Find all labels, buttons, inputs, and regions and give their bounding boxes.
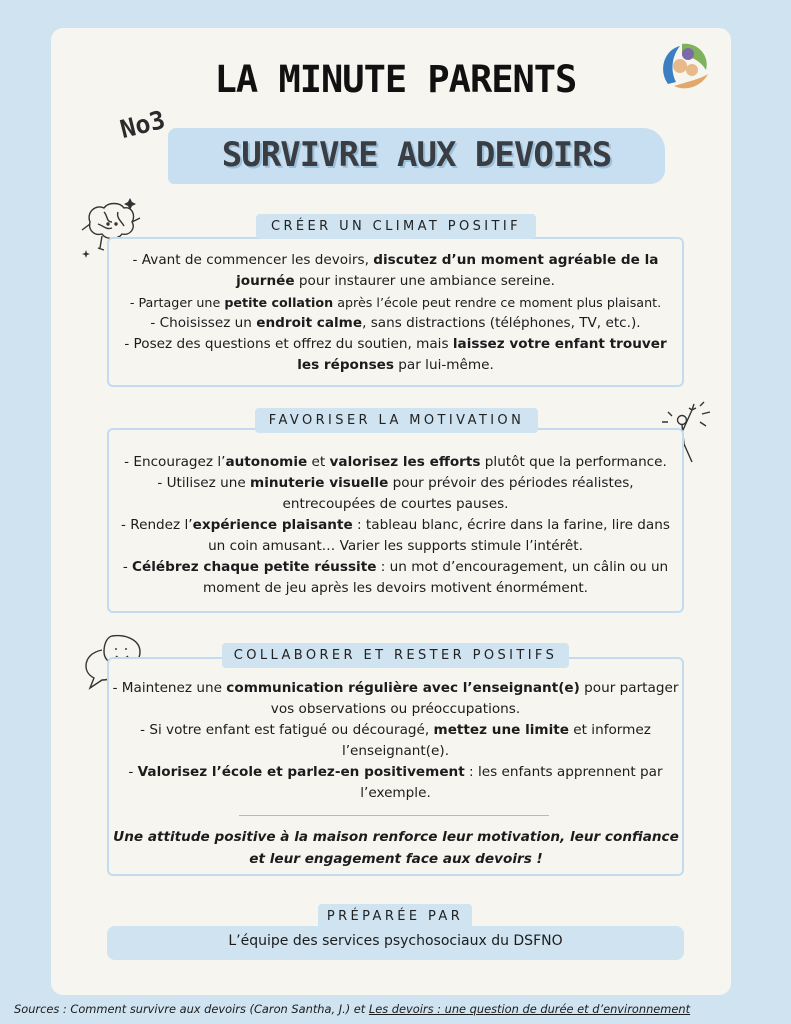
conclusion-text: Une attitude positive à la maison renforce leur motivation, leur confiance et leur engagement face aux devoirs ! <box>113 829 679 867</box>
list-item: - Partager une petite collation après l’école peut rendre ce moment plus plaisant. <box>129 295 662 310</box>
sources-text: Sources : Comment survivre aux devoirs (Caron Santha, J.) et <box>14 1002 369 1016</box>
section-collaborer-label: COLLABORER ET RESTER POSITIFS <box>222 643 569 668</box>
list-item: - Si votre enfant est fatigué ou découragé, mettez une limite et informez l’enseignant(e). <box>140 722 651 759</box>
divider <box>239 815 549 816</box>
list-item: - Maintenez une communication régulière avec l’enseignant(e) pour partager vos observations ou préoccupations. <box>112 680 679 717</box>
list-item: - Rendez l’expérience plaisante : tableau blanc, écrire dans la farine, lire dans un coin amusant… Varier les supports stimule l’intérêt. <box>121 517 670 554</box>
section-climat-content <box>112 250 679 376</box>
prepared-by-text: L’équipe des services psychosociaux du DSFNO <box>228 933 563 949</box>
list-item: - Utilisez une minuterie visuelle pour prévoir des périodes réalistes, entrecoupées de courtes pauses. <box>157 475 634 512</box>
page-title: LA MINUTE PARENTS <box>214 58 577 101</box>
section-motivation-label: FAVORISER LA MOTIVATION <box>255 408 538 433</box>
sources-link[interactable]: Les devoirs : une question de durée et d’environnement <box>368 1002 691 1016</box>
list-item: - Avant de commencer les devoirs, discutez d’un moment agréable de la journée pour instaurer une ambiance sereine. <box>132 252 659 289</box>
sources-line <box>14 1002 784 1016</box>
prepared-by-label: PRÉPARÉE PAR <box>318 904 472 929</box>
page-subtitle: SURVIVRE AUX DEVOIRS <box>221 135 612 175</box>
list-item: - Choisissez un endroit calme, sans distractions (téléphones, TV, etc.). <box>150 315 641 331</box>
list-item: - Valorisez l’école et parlez-en positivement : les enfants apprennent par l’exemple. <box>128 764 663 801</box>
section-collaborer-content <box>112 678 679 804</box>
list-item: - Célébrez chaque petite réussite : un mot d’encouragement, un câlin ou un moment de jeu après les devoirs motivent énormément. <box>122 559 669 596</box>
list-item: - Encouragez l’autonomie et valorisez les efforts plutôt que la performance. <box>124 454 667 470</box>
section-climat-label: CRÉER UN CLIMAT POSITIF <box>256 214 536 239</box>
issue-number: No3 <box>117 104 168 145</box>
section-motivation-content <box>112 452 679 599</box>
list-item: - Posez des questions et offrez du soutien, mais laissez votre enfant trouver les réponses par lui-même. <box>124 336 667 373</box>
